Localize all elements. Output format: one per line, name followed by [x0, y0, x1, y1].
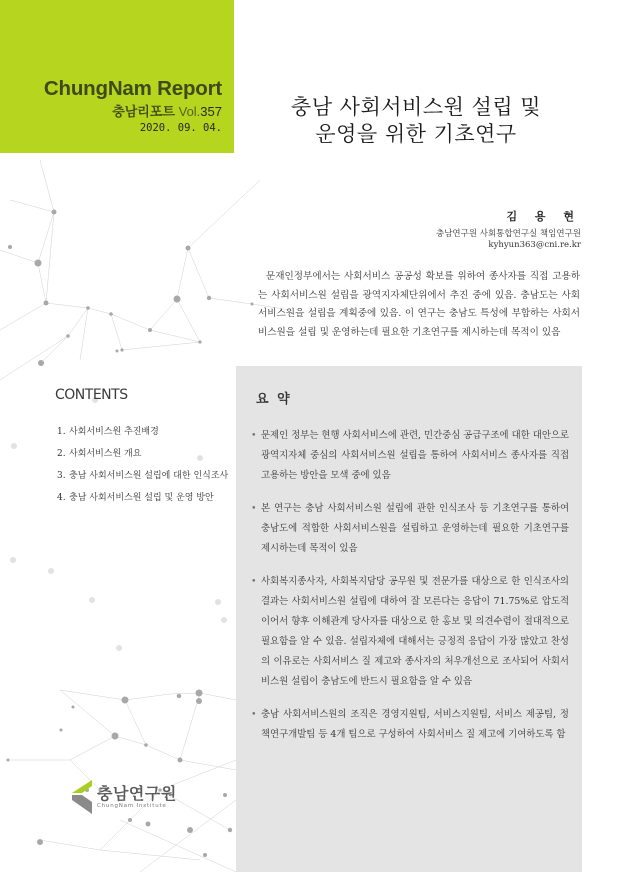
summary-list [251, 426, 569, 758]
summary-text: 충남 사회서비스원의 조직은 경영지원팀, 서비스지원팀, 서비스 제공팀, 정책연구개발팀 등 4개 팀으로 구성하여 사회서비스 질 제고에 기여하도록 함 [261, 709, 569, 740]
summary-item [251, 705, 569, 745]
summary-item [251, 426, 569, 486]
report-volume [112, 101, 222, 120]
logo-english-text: ChungNam Institute [97, 803, 167, 809]
summary-heading: 요 약 [256, 392, 292, 407]
title-line-2: 운영을 위한 기초연구 [315, 122, 517, 146]
toc-label: 사회서비스원 추진배경 [69, 427, 159, 437]
report-series-title: ChungNam Report [43, 77, 222, 100]
bullet-icon: • [251, 430, 257, 441]
toc-item [55, 490, 230, 507]
bullet-icon: • [251, 709, 257, 720]
summary-text: 문제인 정부는 현행 사회서비스에 관련, 민간중심 공급구조에 대한 대안으로 광역지자체 중심의 사회서비스원 설립을 통하여 사회서비스 종사자를 직접 고용하는 방안을 모색 중에 있음 [261, 430, 569, 481]
toc-label: 사회서비스원 개요 [69, 449, 142, 459]
logo-korean-text: 충남연구원 [97, 784, 177, 803]
intro-paragraph: 문재인정부에서는 사회서비스 공공성 확보를 위하여 종사자를 직접 고용하는 사회서비스원 설립을 광역지자체단위에서 추진 중에 있음. 충남도는 사회서비스원을 설립을 계획중에 있음. 이 연구는 충남도 특성에 부합하는 사회서비스원을 설립 및 운영하는데 필요한 기초연구를 제시하는데 목적이 있음 [258, 271, 580, 338]
volume-label: Vol. [178, 104, 201, 119]
toc-item [55, 424, 230, 441]
volume-number: 357 [200, 104, 222, 119]
summary-text: 사회복지종사자, 사회복지담당 공무원 및 전문가를 대상으로 한 인식조사의 결과는 사회서비스원 설립에 대하여 잘 모른다는 응답이 71.75%로 압도적이어서 향후 이해관계 당사자를 대상으로 한 홍보 및 의견수렴이 절대적으로 필요함을 알 수 있음. 설립자체에 대해서는 긍정적 응답이 가장 많았고 찬성의 이유로는 사회서비스 질 제고와 종사자의 처우개선으로 조사되어 사회서비스원 설립이 충남도에 반드시 필요함을 알 수 있음 [261, 576, 569, 687]
report-header-block [0, 0, 234, 153]
author-email[interactable]: kyhyun363@cni.re.kr [488, 240, 581, 250]
summary-item [251, 499, 569, 559]
author-block [436, 208, 581, 251]
summary-box [236, 366, 582, 872]
publication-date: 2020. 09. 04. [139, 122, 222, 134]
bullet-icon: • [251, 576, 257, 587]
toc-number: 1. [57, 427, 66, 437]
bullet-icon: • [251, 503, 257, 514]
chevron-logo-icon [68, 780, 94, 814]
summary-text: 본 연구는 충남 사회서비스원 설립에 관한 인식조사 등 기초연구를 통하여 충남도에 적합한 사회서비스원을 설립하고 운영하는데 필요한 기초연구를 제시하는데 목적이 있음 [261, 503, 569, 554]
toc-label: 충남 사회서비스원 설립 및 운영 방안 [69, 493, 214, 503]
author-name: 김 용 현 [506, 210, 581, 223]
institute-logo [68, 780, 177, 814]
report-korean-name: 충남리포트 [112, 104, 175, 119]
author-affiliation: 충남연구원 사회통합연구실 책임연구원 [436, 229, 581, 239]
toc-number: 3. [57, 471, 66, 481]
title-line-1: 충남 사회서비스원 설립 및 [290, 95, 542, 119]
toc-label: 충남 사회서비스원 설립에 대한 인식조사 [69, 471, 229, 481]
toc-item [55, 446, 230, 463]
summary-item [251, 572, 569, 692]
table-of-contents [55, 387, 230, 512]
toc-item [55, 468, 230, 485]
toc-number: 4. [57, 493, 66, 503]
contents-heading: CONTENTS [55, 387, 128, 403]
toc-number: 2. [57, 449, 66, 459]
document-title [250, 94, 582, 148]
